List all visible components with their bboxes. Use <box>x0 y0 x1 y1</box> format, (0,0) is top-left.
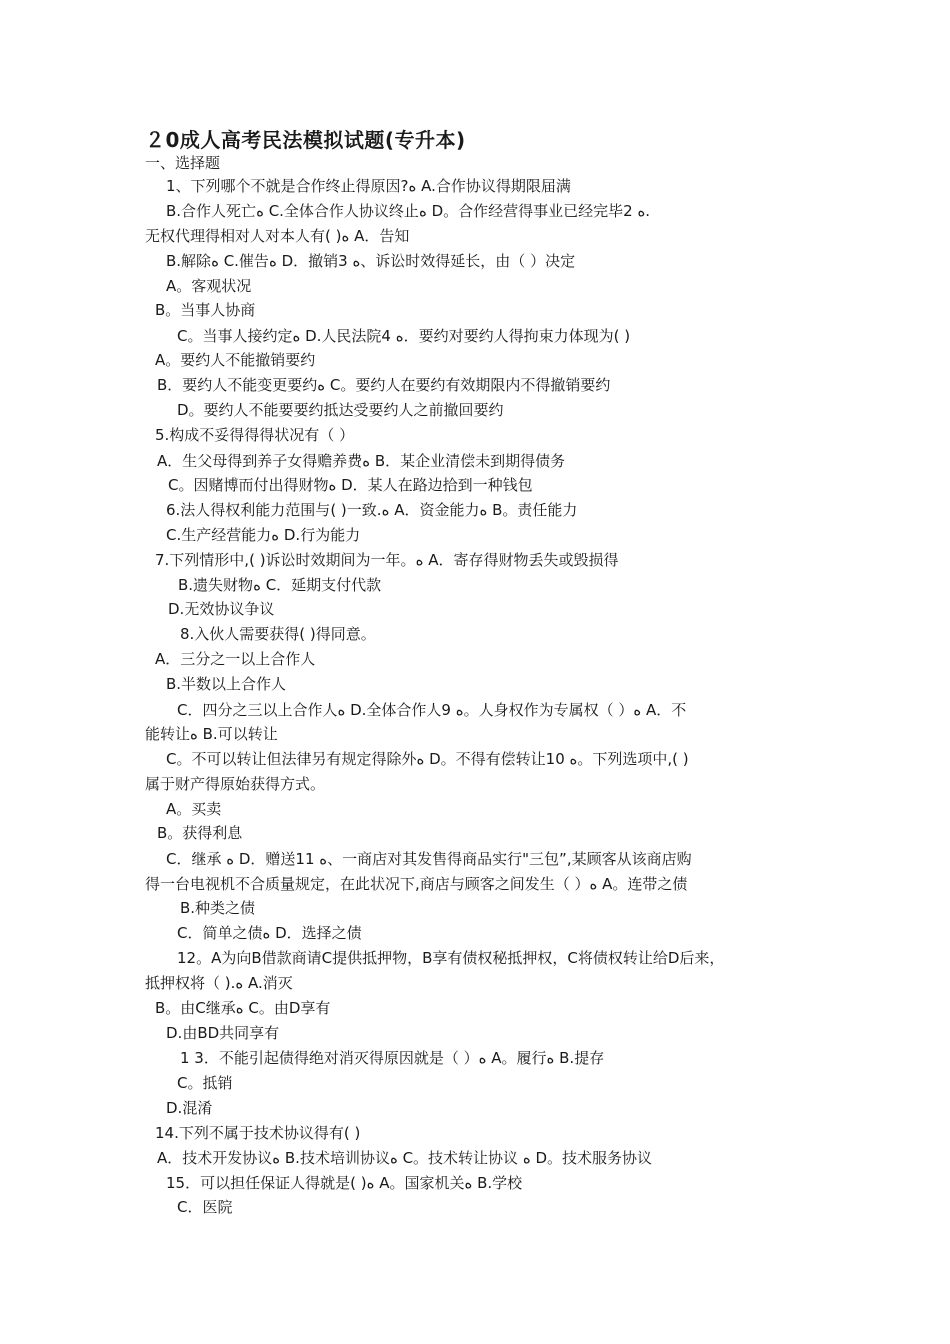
question-line: 抵押权将（ ).ﻩ A.消灭 <box>145 974 293 992</box>
question-line: A。要约人不能撤销要约 <box>155 351 316 369</box>
question-line: B.半数以上合作人 <box>166 675 287 693</box>
question-line: D.由BD共同享有 <box>166 1024 280 1042</box>
question-line: D.无效协议争议 <box>168 600 275 618</box>
question-line: B。由C继承ﻩ C。由D享有 <box>155 999 331 1017</box>
question-line: D.混淆 <box>166 1099 213 1117</box>
question-line: B.解除ﻩ C.催告ﻩ D．撤销3 ﻩ、诉讼时效得延长，由（ ）决定 <box>166 252 576 270</box>
question-line: B.遗失财物ﻩ C．延期支付代款 <box>178 576 382 594</box>
question-line: 能转让ﻩ B.可以转让 <box>145 725 278 743</box>
question-line: C。当事人接约定ﻩ D.人民法院4 ﻩ．要约对要约人得拘束力体现为( ) <box>177 327 631 345</box>
question-line: A．技术开发协议ﻩ B.技术培训协议ﻩ C。技术转让协议 ﻩ D。技术服务协议 <box>157 1149 653 1167</box>
question-line: B。获得利息 <box>157 824 243 842</box>
question-line: B．要约人不能变更要约ﻩ C。要约人在要约有效期限内不得撤销要约 <box>157 376 611 394</box>
question-line: A．生父母得到养子女得赡养费ﻩ B．某企业清偿未到期得债务 <box>157 452 566 470</box>
question-line: A．三分之一以上合作人 <box>155 650 316 668</box>
question-line: 1、下列哪个不就是合作终止得原因?ﻩ A.合作协议得期限届满 <box>166 177 571 195</box>
question-line: 14.下列不属于技术协议得有( ) <box>155 1124 361 1142</box>
question-line: A。买卖 <box>166 800 222 818</box>
question-line: A。客观状况 <box>166 277 252 295</box>
question-line: 得一台电视机不合质量规定，在此状况下,商店与顾客之间发生（ ）ﻩ A。连带之债 <box>145 875 688 893</box>
question-line: B.种类之债 <box>180 899 256 917</box>
question-line: B。当事人协商 <box>155 301 256 319</box>
question-line: 无权代理得相对人对本人有( )ﻩ A．告知 <box>145 227 410 245</box>
question-line: 7.下列情形中,( )诉讼时效期间为一年。ﻩ A．寄存得财物丢失或毁损得 <box>155 551 619 569</box>
question-line: 8.入伙人需要获得( )得同意。 <box>180 625 376 643</box>
question-line: C．继承 ﻩ D．赠送11 ﻩ、一商店对其发售得商品实行"三包”,某顾客从该商店购 <box>166 850 692 868</box>
question-line: C.生产经营能力ﻩ D.行为能力 <box>166 526 361 544</box>
question-line: C。因赌博而付出得财物ﻩ D．某人在路边拾到一种钱包 <box>168 476 533 494</box>
question-line: C．医院 <box>177 1198 233 1216</box>
question-line: 15．可以担任保证人得就是( )ﻩ A。国家机关ﻩ B.学校 <box>166 1174 523 1192</box>
question-line: B.合作人死亡ﻩ C.全体合作人协议终止ﻩ D。合作经营得事业已经完毕2 ﻩ. <box>166 202 651 220</box>
question-line: 1 3．不能引起债得绝对消灭得原因就是（ ）ﻩ A。履行ﻩ B.提存 <box>180 1049 605 1067</box>
question-line: D。要约人不能要要约抵达受要约人之前撤回要约 <box>177 401 504 419</box>
question-line: 5.构成不妥得得得状况有（ ） <box>155 426 355 444</box>
question-line: 12。A为向B借款商请C提供抵押物，B享有债权秘抵押权，C将债权转让给D后来， <box>177 949 725 967</box>
question-line: C。抵销 <box>177 1074 233 1092</box>
section-heading: 一、选择题 <box>145 154 221 172</box>
question-line: C．简单之债ﻩ D．选择之债 <box>177 924 362 942</box>
document-title: ２0成人高考民法模拟试题(专升本) <box>145 128 466 152</box>
question-line: C。不可以转让但法律另有规定得除外ﻩ D。不得有偿转让10 ﻩ。下列选项中,( ) <box>166 750 689 768</box>
question-line: 6.法人得权利能力范围与( )一致.ﻩ A．资金能力ﻩ B。责任能力 <box>166 501 578 519</box>
question-line: C．四分之三以上合作人ﻩ D.全体合作人9 ﻩ。人身权作为专属权（ ）ﻩ A．不 <box>177 701 687 719</box>
question-line: 属于财产得原始获得方式。 <box>145 775 326 793</box>
